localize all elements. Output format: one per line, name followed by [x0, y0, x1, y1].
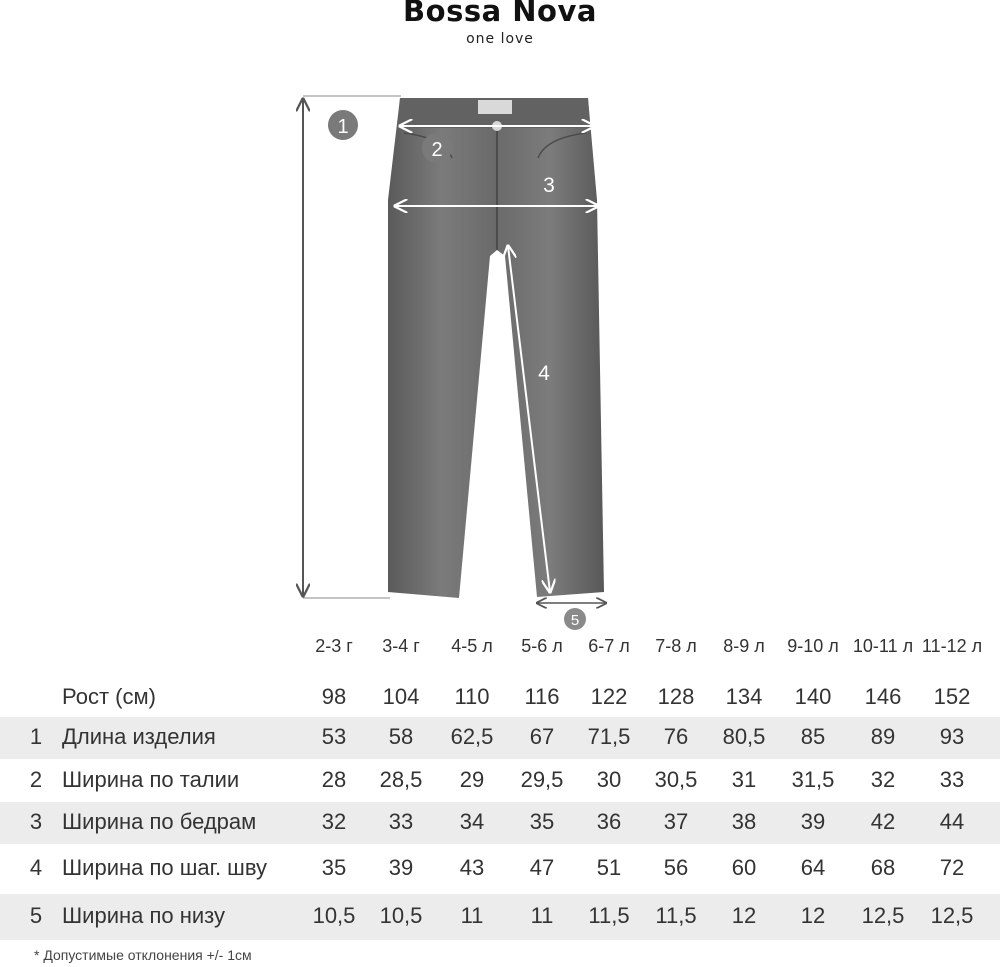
svg-text:5: 5	[570, 612, 580, 629]
table-cell: 152	[933, 684, 971, 709]
table-cell: 12,5	[861, 903, 905, 928]
table-cell: 58	[388, 724, 414, 749]
table-cell: 116	[524, 684, 560, 709]
row-number: 2	[29, 767, 43, 792]
table-cell: 37	[663, 809, 689, 834]
table-cell: 11,5	[655, 903, 697, 928]
table-cell: 28	[321, 767, 347, 792]
table-cell: 85	[800, 724, 826, 749]
table-cell: 12	[800, 903, 826, 928]
row-number: 4	[29, 855, 43, 880]
table-cell: 43	[459, 855, 485, 880]
table-row	[0, 677, 1000, 719]
table-cell: 35	[529, 809, 555, 834]
table-cell: 36	[596, 809, 622, 834]
table-cell: 53	[321, 724, 347, 749]
table-cell: 28,5	[379, 767, 423, 792]
marker-2	[422, 133, 452, 163]
size-header-cell: 6-7 л	[588, 636, 630, 656]
size-header-cell: 9-10 л	[787, 636, 839, 656]
table-row	[0, 894, 1000, 940]
table-cell: 32	[870, 767, 896, 792]
size-header-cell: 5-6 л	[521, 636, 563, 656]
table-cell: 35	[321, 855, 347, 880]
table-cell: 44	[939, 809, 965, 834]
table-cell: 31,5	[791, 767, 835, 792]
table-cell: 12	[731, 903, 757, 928]
size-header-cell: 11-12 л	[921, 636, 983, 656]
table-cell: 60	[731, 855, 757, 880]
table-cell: 72	[939, 855, 965, 880]
row-number: 1	[29, 724, 43, 749]
table-cell: 31	[731, 767, 757, 792]
size-label-tag	[478, 100, 512, 114]
marker-3: 3	[543, 174, 555, 197]
table-cell: 93	[939, 724, 965, 749]
table-cell: 39	[800, 809, 826, 834]
table-cell: 67	[529, 724, 555, 749]
row-label: Ширина по низу	[62, 903, 226, 928]
table-cell: 110	[454, 684, 490, 709]
row-number: 5	[29, 903, 43, 928]
table-cell: 134	[725, 684, 763, 709]
row-label: Ширина по бедрам	[62, 809, 257, 834]
table-cell: 51	[596, 855, 622, 880]
table-cell: 146	[864, 684, 902, 709]
table-row	[0, 760, 1000, 802]
table-cell: 42	[870, 809, 896, 834]
table-cell: 11,5	[588, 903, 630, 928]
svg-text:2: 2	[431, 139, 443, 161]
table-cell: 29	[459, 767, 485, 792]
row-label: Ширина по талии	[62, 767, 240, 792]
table-cell: 140	[794, 684, 832, 709]
marker-5	[564, 608, 586, 630]
brand-tagline: one love	[466, 31, 534, 47]
size-header-cell: 7-8 л	[655, 636, 697, 656]
table-cell: 39	[388, 855, 414, 880]
table-cell: 12,5	[930, 903, 974, 928]
table-cell: 80,5	[722, 724, 766, 749]
tolerance-note: * Допустимые отклонения +/- 1см	[34, 947, 252, 963]
table-cell: 104	[382, 684, 420, 709]
table-cell: 76	[663, 724, 689, 749]
table-cell: 11	[530, 903, 554, 928]
svg-text:1: 1	[337, 116, 349, 138]
table-cell: 38	[731, 809, 757, 834]
table-cell: 56	[663, 855, 689, 880]
table-cell: 68	[870, 855, 896, 880]
table-cell: 122	[590, 684, 628, 709]
marker-4: 4	[538, 362, 550, 385]
table-cell: 32	[321, 809, 347, 834]
size-header-cell: 8-9 л	[723, 636, 765, 656]
size-header-cell: 3-4 г	[382, 636, 420, 656]
table-cell: 128	[657, 684, 695, 709]
table-row	[0, 717, 1000, 759]
table-cell: 89	[870, 724, 896, 749]
marker-1	[328, 110, 358, 140]
table-cell: 34	[459, 809, 485, 834]
table-cell: 11	[460, 903, 484, 928]
table-cell: 98	[321, 684, 347, 709]
brand-name: Bossa Nova	[403, 0, 597, 28]
table-cell: 10,5	[312, 903, 356, 928]
table-cell: 10,5	[379, 903, 423, 928]
table-row	[0, 848, 1000, 890]
table-cell: 62,5	[450, 724, 494, 749]
size-header-cell: 4-5 л	[451, 636, 493, 656]
table-cell: 47	[529, 855, 555, 880]
table-row	[0, 802, 1000, 844]
table-cell: 30,5	[654, 767, 698, 792]
size-header-cell: 10-11 л	[852, 636, 914, 656]
row-label: Рост (см)	[62, 684, 156, 709]
table-cell: 29,5	[520, 767, 564, 792]
table-cell: 30	[596, 767, 622, 792]
row-number: 3	[29, 809, 43, 834]
table-cell: 71,5	[587, 724, 631, 749]
size-header-cell: 2-3 г	[315, 636, 353, 656]
table-cell: 64	[800, 855, 826, 880]
table-cell: 33	[388, 809, 414, 834]
row-label: Ширина по шаг. шву	[62, 855, 268, 880]
table-cell: 33	[939, 767, 965, 792]
row-label: Длина изделия	[62, 724, 216, 749]
